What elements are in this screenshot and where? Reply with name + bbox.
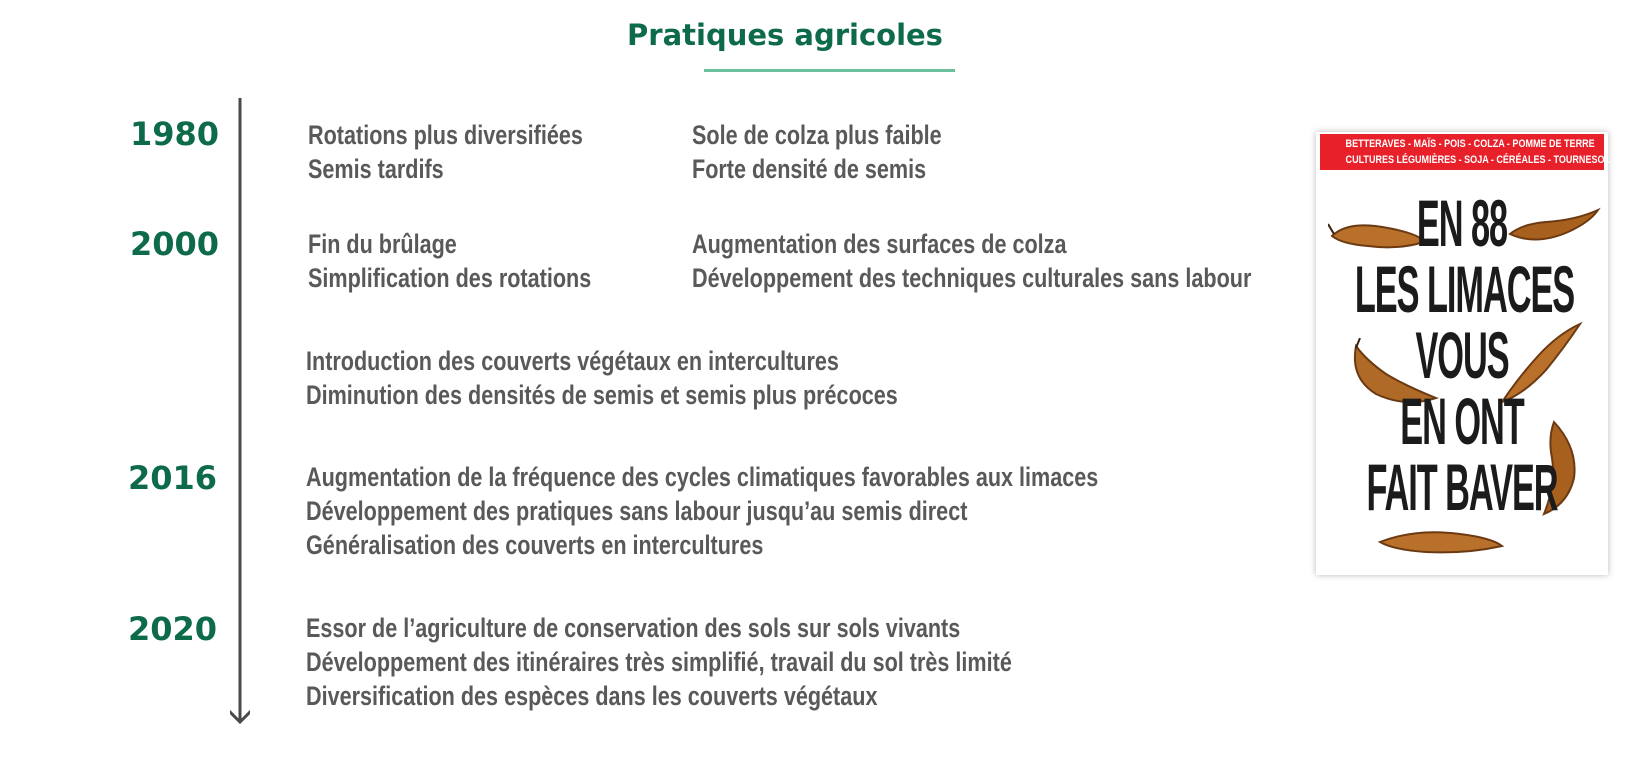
- list-item: Augmentation des surfaces de colza: [692, 229, 1067, 259]
- items-unlabeled: [306, 344, 1046, 412]
- list-item: Diminution des densités de semis et semis plus précoces: [306, 380, 898, 410]
- year-2000: 2000: [130, 225, 220, 263]
- items-2000-right: [692, 227, 1391, 295]
- list-item: Développement des techniques culturales sans labour: [692, 263, 1252, 293]
- items-2000-left: [308, 227, 662, 295]
- list-item: Développement des itinéraires très simplifié, travail du sol très limité: [306, 647, 1012, 677]
- items-2016: [306, 460, 1296, 562]
- list-item: Diversification des espèces dans les couverts végétaux: [306, 681, 878, 711]
- poster-crop-banner: [1320, 134, 1611, 170]
- slug-poster-image: [1316, 132, 1611, 575]
- list-item: Essor de l’agriculture de conservation des sols sur sols vivants: [306, 613, 961, 643]
- year-1980: 1980: [130, 115, 220, 153]
- list-item: Développement des pratiques sans labour jusqu’au semis direct: [306, 496, 968, 526]
- list-item: Rotations plus diversifiées: [308, 120, 583, 150]
- timeline-arrow: [230, 98, 250, 726]
- slug-icon: [1376, 520, 1506, 560]
- items-1980-right: [692, 118, 1004, 186]
- items-1980-left: [308, 118, 652, 186]
- list-item: Introduction des couverts végétaux en intercultures: [306, 346, 839, 376]
- page-title: Pratiques agricoles: [627, 18, 943, 52]
- poster-headline-line: EN 88: [1416, 186, 1508, 260]
- poster-banner-line: BETTERAVES - MAÏS - POIS - COLZA - POMME DE TERRE: [1345, 138, 1595, 150]
- poster-headline-line: FAIT BAVER: [1366, 450, 1558, 524]
- list-item: Simplification des rotations: [308, 263, 592, 293]
- year-2016: 2016: [128, 459, 218, 497]
- list-item: Semis tardifs: [308, 154, 444, 184]
- poster-headline-line: VOUS: [1415, 318, 1509, 392]
- list-item: Fin du brûlage: [308, 229, 457, 259]
- poster-headline-line: LES LIMACES: [1354, 252, 1575, 326]
- list-item: Augmentation de la fréquence des cycles climatiques favorables aux limaces: [306, 462, 1099, 492]
- poster-headline-line: EN ONT: [1400, 384, 1524, 458]
- items-2020: [306, 611, 1188, 713]
- list-item: Généralisation des couverts en intercultures: [306, 530, 764, 560]
- year-2020: 2020: [128, 610, 218, 648]
- list-item: Forte densité de semis: [692, 154, 927, 184]
- list-item: Sole de colza plus faible: [692, 120, 942, 150]
- poster-banner-line: CULTURES LÉGUMIÈRES - SOJA - CÉRÉALES - TOURNESOL: [1345, 154, 1611, 166]
- title-underline: [704, 69, 955, 72]
